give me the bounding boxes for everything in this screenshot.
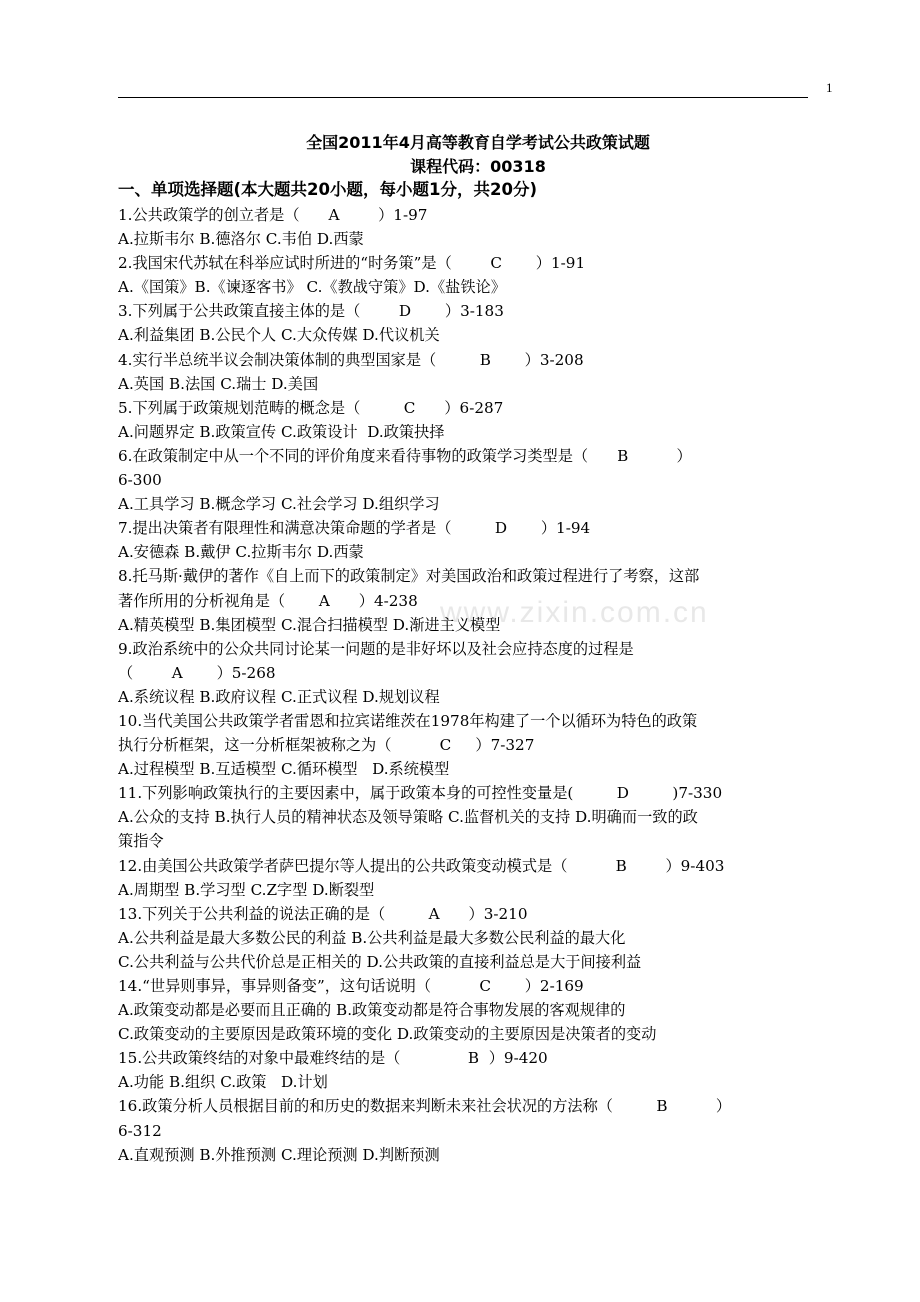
question-line: A.系统议程 B.政府议程 C.正式议程 D.规划议程 bbox=[118, 687, 440, 706]
question-line: 3.下列属于公共政策直接主体的是（ D ）3-183 bbox=[118, 302, 504, 321]
question-line: 5.下列属于政策规划范畴的概念是（ C ）6-287 bbox=[118, 398, 504, 417]
question-line: 6-300 bbox=[118, 471, 162, 490]
question-line: C.政策变动的主要原因是政策环境的变化 D.政策变动的主要原因是决策者的变动 bbox=[118, 1025, 657, 1044]
question-line: A.过程模型 B.互适模型 C.循环模型 D.系统模型 bbox=[118, 760, 450, 779]
watermark: www.zixin.com.cn bbox=[440, 596, 709, 629]
question-line: A.公共利益是最大多数公民的利益 B.公共利益是最大多数公民利益的最大化 bbox=[118, 928, 626, 947]
question-line: A.政策变动都是必要而且正确的 B.政策变动都是符合事物发展的客观规律的 bbox=[118, 1001, 626, 1020]
question-line: 10.当代美国公共政策学者雷恩和拉宾诺维茨在1978年构建了一个以循环为特色的政策 bbox=[118, 711, 698, 730]
question-line: 著作所用的分析视角是（ A ）4-238 bbox=[118, 591, 418, 610]
question-line: 1.公共政策学的创立者是（ A ）1-97 bbox=[118, 206, 428, 224]
question-line: 执行分析框架，这一分析框架被称之为（ C ）7-327 bbox=[118, 736, 535, 755]
question-line: 13.下列关于公共利益的说法正确的是（ A ）3-210 bbox=[118, 904, 528, 923]
question-line: A.精英模型 B.集团模型 C.混合扫描模型 D.渐进主义模型 bbox=[118, 615, 501, 634]
question-line: 8.托马斯·戴伊的著作《自上而下的政策制定》对美国政治和政策过程进行了考察，这部 bbox=[118, 567, 700, 586]
question-line: 2.我国宋代苏轼在科举应试时所进的“时务策”是（ C ）1-91 bbox=[118, 254, 586, 273]
question-line: 11.下列影响政策执行的主要因素中，属于政策本身的可控性变量是( D )7-330 bbox=[118, 784, 723, 803]
question-line: A.周期型 B.学习型 C.Z字型 D.断裂型 bbox=[118, 880, 375, 899]
question-line: A.英国 B.法国 C.瑞士 D.美国 bbox=[118, 374, 319, 393]
question-line: （ A ）5-268 bbox=[118, 663, 276, 682]
question-line: 9.政治系统中的公众共同讨论某一问题的是非好坏以及社会应持态度的过程是 bbox=[118, 639, 634, 658]
question-line: A.公众的支持 B.执行人员的精神状态及领导策略 C.监督机关的支持 D.明确而一致的政 bbox=[118, 808, 698, 827]
question-line: A.功能 B.组织 C.政策 D.计划 bbox=[118, 1073, 328, 1092]
course-code: 课程代码：00318 bbox=[410, 157, 546, 176]
exam-title: 全国2011年4月高等教育自学考试公共政策试题 bbox=[306, 133, 650, 152]
question-line: 14.“世异则事异，事异则备变”，这句话说明（ C ）2-169 bbox=[118, 977, 584, 995]
section-heading: 一、单项选择题(本大题共20小题，每小题1分，共20分) bbox=[118, 180, 537, 199]
question-line: A.拉斯韦尔 B.德洛尔 C.韦伯 D.西蒙 bbox=[118, 230, 364, 249]
question-line: A.《国策》B.《谏逐客书》 C.《教战守策》D.《盐铁论》 bbox=[118, 278, 506, 297]
question-line: C.公共利益与公共代价总是正相关的 D.公共政策的直接利益总是大于间接利益 bbox=[118, 952, 642, 971]
page-number: 1 bbox=[826, 80, 833, 95]
question-line: A.问题界定 B.政策宣传 C.政策设计 D.政策抉择 bbox=[118, 422, 445, 441]
question-line: 6-312 bbox=[118, 1121, 162, 1140]
question-line: A.工具学习 B.概念学习 C.社会学习 D.组织学习 bbox=[118, 495, 440, 514]
question-line: 12.由美国公共政策学者萨巴提尔等人提出的公共政策变动模式是（ B ）9-403 bbox=[118, 856, 725, 875]
question-line: A.直观预测 B.外推预测 C.理论预测 D.判断预测 bbox=[118, 1145, 440, 1164]
question-line: A.利益集团 B.公民个人 C.大众传媒 D.代议机关 bbox=[118, 326, 440, 345]
question-line: 7.提出决策者有限理性和满意决策命题的学者是（ D ）1-94 bbox=[118, 519, 591, 538]
header-rule bbox=[118, 97, 808, 98]
question-list bbox=[118, 203, 842, 1167]
question-line: 15.公共政策终结的对象中最难终结的是（ B ）9-420 bbox=[118, 1049, 548, 1068]
question-line: 16.政策分析人员根据目前的和历史的数据来判断未来社会状况的方法称（ B ） bbox=[118, 1097, 732, 1116]
question-line: 6.在政策制定中从一个不同的评价角度来看待事物的政策学习类型是（ B ） bbox=[118, 446, 692, 465]
question-line: 4.实行半总统半议会制决策体制的典型国家是（ B ）3-208 bbox=[118, 350, 584, 369]
question-line: 策指令 bbox=[118, 832, 164, 851]
question-line: A.安德森 B.戴伊 C.拉斯韦尔 D.西蒙 bbox=[118, 543, 364, 562]
